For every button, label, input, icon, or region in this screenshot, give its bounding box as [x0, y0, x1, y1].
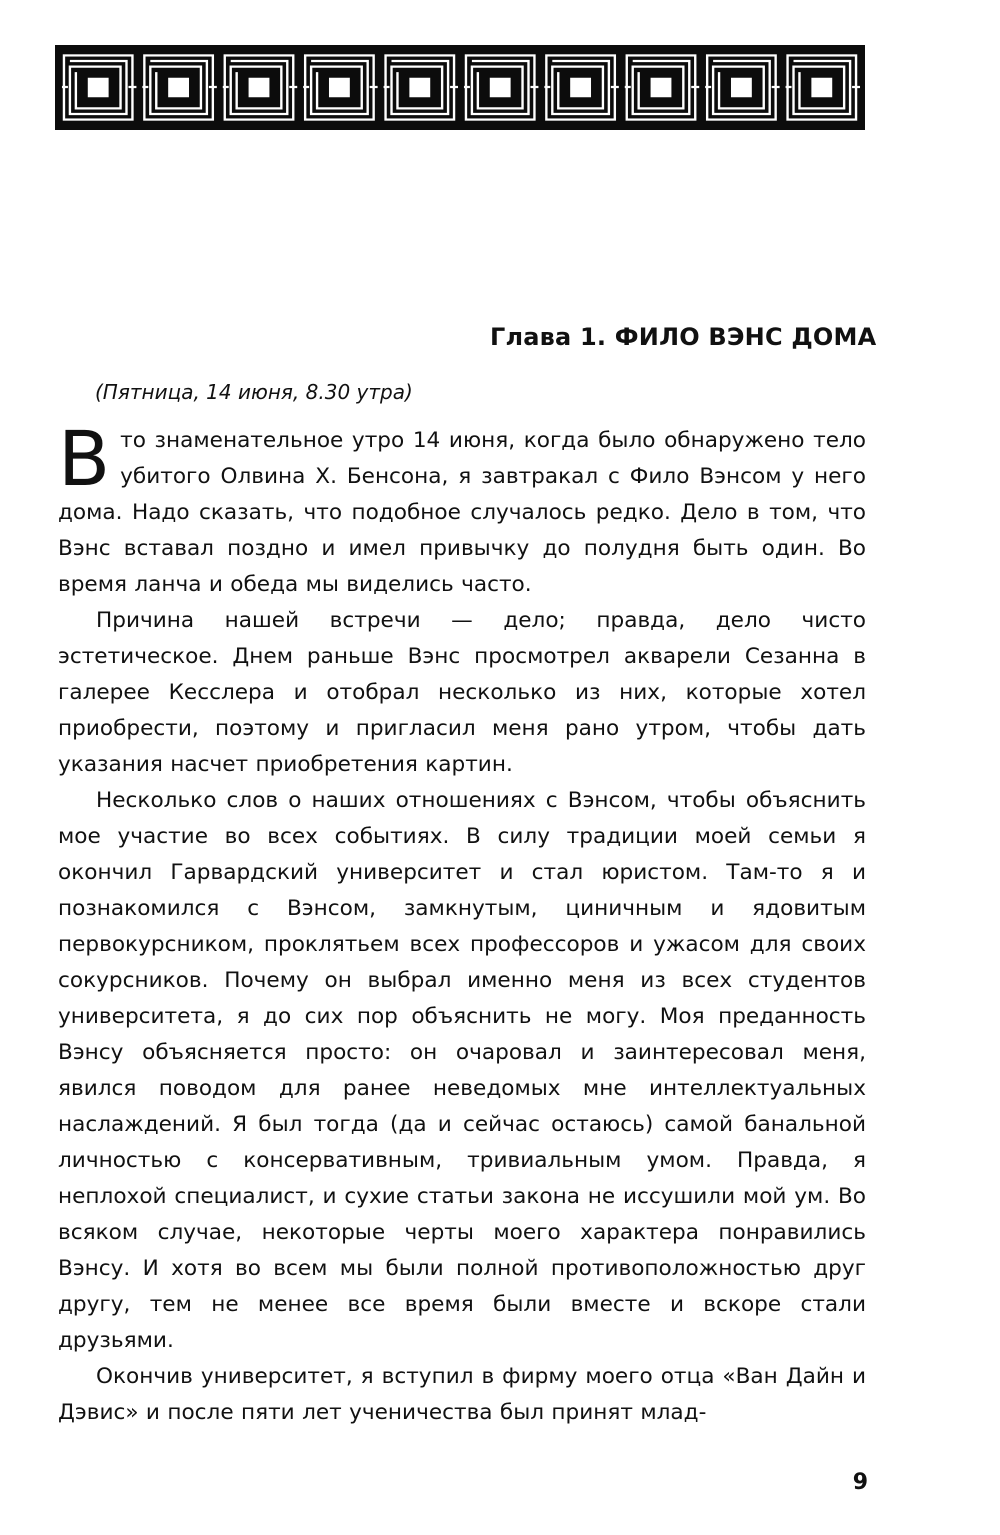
paragraph-1	[58, 414, 866, 603]
paragraph-2: Причина нашей встречи — дело; правда, дело чисто эстетическое. Днем раньше Вэнс просмотрел акварели Сезанна в галерее Кесслера и отобрал несколько из них, которые хотел приобрести, поэтому и пригласил меня рано утром, чтобы дать указания насчет приобретения картин.	[58, 608, 866, 777]
date-line: (Пятница, 14 июня, 8.30 утра)	[95, 380, 413, 404]
chapter-body	[58, 414, 866, 1431]
paragraph-4: Окончив университет, я вступил в фирму моего отца «Ван Дайн и Дэвис» и после пяти лет ученичества был принят млад-	[58, 1364, 866, 1425]
paragraph-3: Несколько слов о наших отношениях с Вэнсом, чтобы объяснить мое участие во всех событиях. В силу традиции моей семьи я окончил Гарвардский университет и стал юристом. Там-то я и познакомился с Вэнсом, замкнутым, циничным и ядовитым первокурсником, проклятьем всех профессоров и ужасом для своих сокурсников. Почему он выбрал именно меня из всех студентов университета, я до сих пор объяснить не могу. Моя преданность Вэнсу объясняется просто: он очаровал и заинтересовал меня, явился поводом для ранее неведомых мне интеллектуальных наслаждений. Я был тогда (да и сейчас остаюсь) самой банальной личностью с консервативным, тривиальным умом. Правда, я неплохой специалист, и сухие статьи закона не иссушили мой ум. Во всяком случае, некоторые черты моего характера понравились Вэнсу. И хотя во всем мы были полной противоположностью друг другу, тем не менее все время были вместе и вскоре стали друзьями.	[58, 788, 866, 1353]
page-number: 9	[852, 1470, 868, 1495]
chapter-title: Глава 1. ФИЛО ВЭНС ДОМА	[490, 323, 877, 351]
decorative-header-ornament	[55, 45, 865, 130]
paragraph-1-text: то знаменательное утро 14 июня, когда было обнаружено тело убитого Олвина Х. Бенсона, я завтракал с Фило Вэнсом у него дома. Надо сказать, что подобное случалось редко. Дело в том, что Вэнс вставал поздно и имел привычку до полудня быть один. Во время ланча и обеда мы виделись часто.	[58, 428, 866, 597]
drop-cap-initial: В	[58, 414, 111, 503]
greek-key-pattern	[58, 48, 862, 127]
